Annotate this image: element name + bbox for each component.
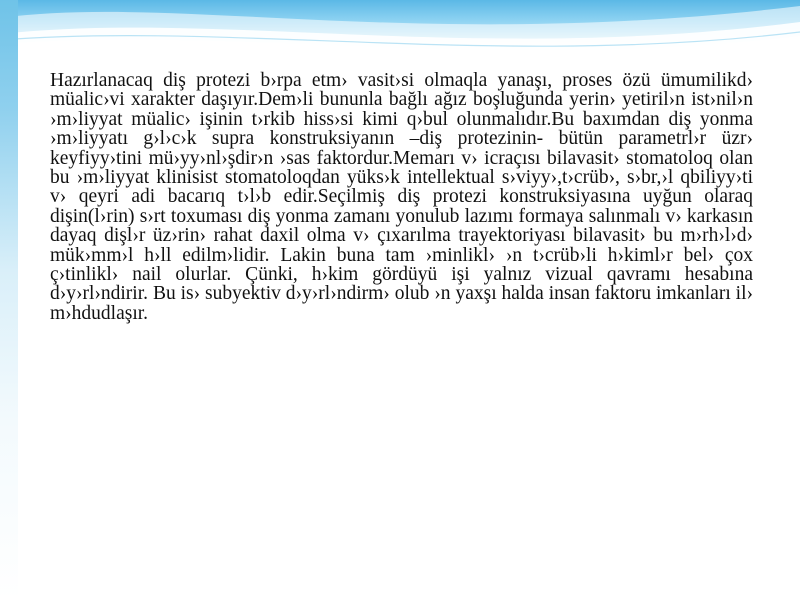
body-paragraph: Hazırlanacaq diş protezi b›rpa etm› vasit›si olmaqla yanaşı, proses özü ümumilikd› müalic›vi xarakter daşıyır.Dem›li bununla bağlı ağız boşluğunda yerin› yetiril›n ist›nil›n ›m›liyyat müalic› işinin t›rkib hiss›si kimi q›bul olunmalıdır.Bu baxımdan diş yonma ›m›liyyatı g›l›c›k supra konstruksiyanın –diş protezinin- bütün parametrl›r üzr› keyfiyy›tini mü›yy›nl›şdir›n ›sas faktordur.Memarı v› icraçısı bilavasit› stomatoloq olan bu ›m›liyyat klinisist stomatoloqdan yüks›k intellektual s›viyy›,t›crüb›, s›br,›l qbiliyy›ti v› qeyri adi bacarıq t›l›b edir.Seçilmiş diş protezi konstruksiyasına uyğun olaraq dişin(l›rin) s›rt toxuması diş yonma zamanı yonulub lazımı formaya salınmalı v› karkasın dayaq dişl›r üz›rin› rahat daxil olma v› çıxarılma trayektoriyası bilavasit› bu m›rh›l›d› mük›mm›l h›ll edilm›lidir. Lakin buna tam ›minlikl› ›n t›crüb›li h›kiml›r bel› çox ç›tinlikl› nail olurlar. Çünki, h›kim gördüyü işi yalnız vizual qavramı hesabına d›y›rl›ndirir. Bu is› subyektiv d›y›rl›ndirm› olub ›n yaxşı halda insan faktoru imkanları il› m›hdudlaşır. — [50, 70, 753, 324]
decorative-side-stripe — [0, 0, 18, 600]
